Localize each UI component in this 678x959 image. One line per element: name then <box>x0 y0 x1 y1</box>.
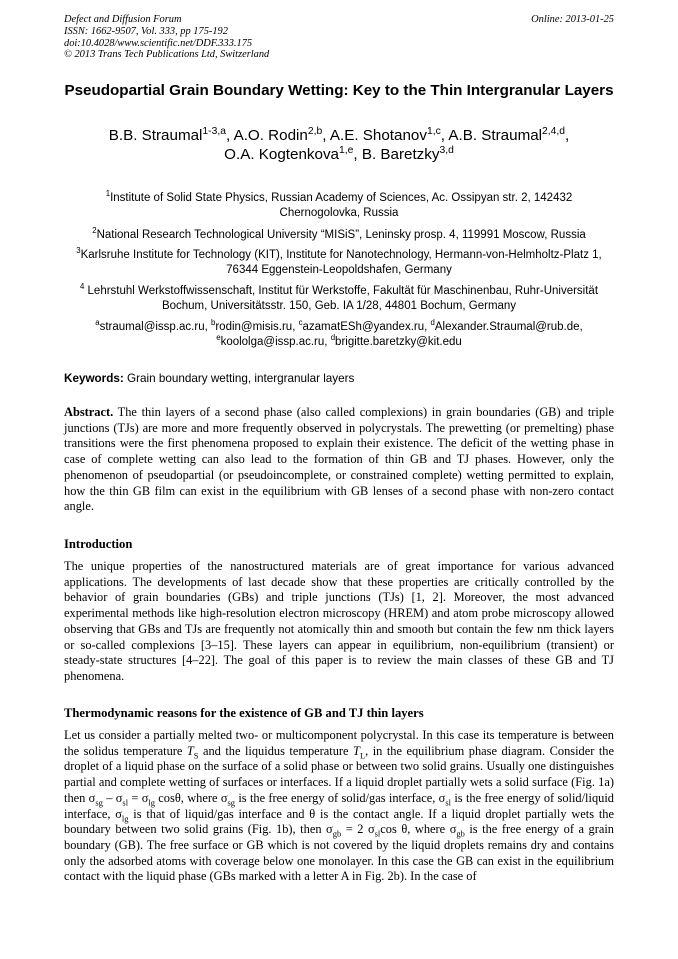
journal-name: Defect and Diffusion Forum <box>64 14 182 25</box>
thermodynamic-heading: Thermodynamic reasons for the existence of GB and TJ thin layers <box>64 706 424 720</box>
keywords <box>64 371 614 386</box>
copyright-line: © 2013 Trans Tech Publications Ltd, Switzerland <box>64 49 270 61</box>
author: B.B. Straumal$^{1-3,a}$, <box>108 125 234 144</box>
keywords-label: Keywords: <box>64 372 124 385</box>
email[interactable]: $^d$brigitte.baretzky@kit.edu <box>330 333 462 348</box>
keywords-text: Grain boundary wetting, intergranular layers <box>127 372 355 385</box>
email-list <box>64 320 614 350</box>
affiliation-1: $^1$Institute of Solid State Physics, Russian Academy of Sciences, Ac. Ossipyan str. 2, 142432 Chernogolovka, Russia <box>105 189 573 219</box>
author: B. Baretzky$^{3,d}$ <box>361 144 454 163</box>
email[interactable]: $^e$koololga@issp.ac.ru, <box>216 333 331 348</box>
email[interactable]: $^b$rodin@misis.ru, <box>210 318 299 333</box>
doi-line[interactable]: doi:10.4028/www.scientific.net/DDF.333.175 <box>64 37 253 49</box>
author: A.O. Rodin$^{2,b}$, <box>233 125 330 144</box>
abstract-label: Abstract. <box>64 405 114 419</box>
author: A.E. Shotanov$^{1,c}$, <box>329 125 449 144</box>
author: A.B. Straumal$^{2,4,d}$, <box>448 125 570 144</box>
issn-line: ISSN: 1662-9507, Vol. 333, pp 175-192 <box>64 25 228 37</box>
affiliation-4: $^4$ Lehrstuhl Werkstoffwissenschaft, Institut für Werkstoffe, Fakultät für Maschinenbau, Ruhr-Universität Bochum, Universitätsstr. 150, Geb. IA 1/28, 44801 Bochum, Germany <box>79 282 599 312</box>
email[interactable]: $^c$azamatESh@yandex.ru, <box>298 318 431 333</box>
abstract-text: The thin layers of a second phase (also called complexions) in grain boundaries (GB) and triple junctions (TJs) are more and more frequently observed in polycrystals. The prewetting (or premelting) phase transitions were the first phenomena proposed to explain their existence. The deficit of the wetting phase in case of complete wetting can also lead to the formation of thin GB and TJ phases. However, only the phenomenon of pseudopartial (or pseudoincomplete, or constrained complete) wetting permitted to explain, how the thin GB film can exist in the equilibrium with GB lenses of a second phase with non-zero contact angle. <box>64 405 615 514</box>
journal-header <box>64 14 269 61</box>
abstract <box>64 405 614 515</box>
email[interactable]: $^d$Alexander.Straumal@rub.de, <box>430 318 583 333</box>
affiliation-3: $^3$Karlsruhe Institute for Technology (KIT), Institute for Nanotechnology, Hermann-von-Helmholtz-Platz 1, 76344 Eggenstein-Leopoldshafen, Germany <box>76 246 602 276</box>
introduction-heading: Introduction <box>64 537 133 551</box>
affiliation-2: $^2$National Research Technological University “MISiS”, Leninsky prosp. 4, 119991 Moscow, Russia <box>92 226 586 241</box>
thermodynamic-text: Let us consider a partially melted two- or multicomponent polycrystal. In this case its temperature is between the solidus temperature $T_S$ and the liquidus temperature $T_L$, in the equilibrium phase diagram. Consider the droplet of a liquid phase on the surface of a solid phase or between two solid grains. Usually one distinguishes partial and complete wetting of surfaces or interfaces. If a liquid droplet partially wets a solid surface (Fig. 1a) then $\sigma_{sg} - \sigma_{sl} = \sigma_{lg}$ cosθ, where $\sigma_{sg}$ is the free energy of solid/gas interface, $\sigma_{sl}$ is the free energy of solid/liquid interface, $\sigma_{lg}$ is that of liquid/gas interface and θ is the contact angle. If a liquid droplet partially wets the boundary between two solid grains (Fig. 1b), then $\sigma_{gb} = 2$ $\sigma_{sl}\cos$ θ, where $\sigma_{gb}$ is the free energy of a grain boundary (GB). The free surface or GB which is not covered by the liquid droplets remains dry and contains only the adsorbed atoms with coverage below one monolayer. In this case the GB can exist in the equilibrium contact with the liquid phase (GBs marked with a letter A in Fig. 2b). In the case of <box>64 728 615 884</box>
paper-title: Pseudopartial Grain Boundary Wetting: Key to the Thin Intergranular Layers <box>64 82 614 99</box>
online-date-text: Online: 2013-01-25 <box>531 14 614 25</box>
introduction-text: The unique properties of the nanostructured materials are of great importance for various advanced applications. The developments of last decade show that these properties are critically controlled by the behavior of grain boundaries (GBs) and triple junctions (TJs) [1, 2]. Moreover, the most advanced experimental methods like high-resolution electron microscopy (HREM) and atom probe microscopy allowed observing that GBs and TJs are frequently not atomically thin and smooth but contain the few nm thick layers or so-called complexions [3–15]. These layers can appear in equilibrium, non-equilibrium (transient) or steady-state structures [4–22]. The goal of this paper is to review the main classes of these GB and TJ phenomena. <box>64 559 614 683</box>
author: O.A. Kogtenkova$^{1,e}$, <box>224 144 362 163</box>
online-date <box>531 14 614 26</box>
email[interactable]: $^a$straumal@issp.ac.ru, <box>95 318 211 333</box>
author-list <box>60 126 618 164</box>
